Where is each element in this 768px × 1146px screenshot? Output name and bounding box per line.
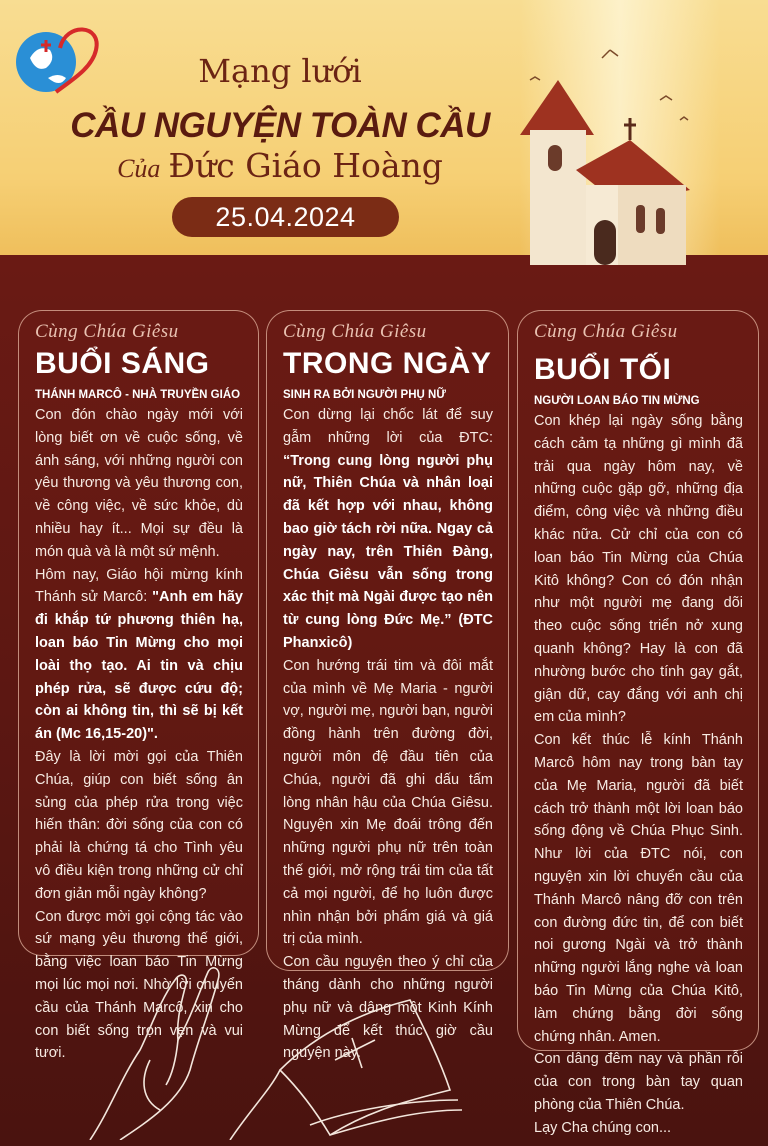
card-subtitle: SINH RA BỞI NGƯỜI PHỤ NỮ xyxy=(283,389,446,401)
card-script-title: Cùng Chúa Giêsu xyxy=(35,321,179,342)
quote-text: "Anh em hãy đi khắp tứ phương thiên hạ, loan báo Tin Mừng cho mọi loài thọ tạo. Ai tin và chịu phép rửa, sẽ được cứu độ; còn ai không tin, thì sẽ bị kết án (Mc 16,15-20)". xyxy=(35,589,243,743)
card-paragraph xyxy=(35,746,243,906)
card-paragraph xyxy=(534,729,743,1048)
card-paragraph xyxy=(35,564,243,746)
paragraph-text: Con dừng lại chốc lát để suy gẫm những lời của ĐTC: xyxy=(283,407,493,446)
card-paragraph xyxy=(534,1048,743,1116)
card-paragraph xyxy=(534,410,743,729)
title-line-2: CẦU NGUYỆN TOÀN CẦU xyxy=(70,106,490,145)
praying-hands-and-bible-icon xyxy=(80,960,480,1140)
title-prefix: Của xyxy=(117,154,161,183)
card-script-title: Cùng Chúa Giêsu xyxy=(283,321,427,342)
quote-text: “Trong cung lòng người phụ nữ, Thiên Chúa và nhân loại đã kết hợp với nhau, không bao giờ tách rời nữa. Ngay cả ngày nay, trên Thiên Đàng, Chúa Giêsu vẫn sống trong xác thịt mà Ngài được tạo nên từ cung lòng Đức Mẹ.” (ĐTC Phanxicô) xyxy=(283,452,493,651)
paragraph-text: Con hướng trái tim và đôi mắt của mình về Mẹ Maria - người vợ, người mẹ, người bạn, người đồng hành trên đường đời, người môn đệ đầu tiên của Chúa, người đã ghi dấu tấm lòng nhân hậu của Chúa Giêsu. Nguyện xin Mẹ đoái trông đến những người phụ nữ trên toàn thế giới, mở rộng trái tim của tất cả mọi người, để họ luôn được nhìn nhận bởi phẩm giá và giá trị của mình. xyxy=(283,657,493,948)
date-badge: 25.04.2024 xyxy=(172,197,399,237)
card-subtitle: THÁNH MARCÔ - NHÀ TRUYỀN GIÁO xyxy=(35,389,241,401)
paragraph-text: Hôm nay, Giáo hội mừng kính Thánh sử Marcô: xyxy=(35,566,243,606)
card-script-title: Cùng Chúa Giêsu xyxy=(534,321,678,342)
title-pope: Đức Giáo Hoàng xyxy=(168,146,443,185)
title-line-1: Mạng lưới xyxy=(198,52,362,90)
card-daytime xyxy=(266,310,509,1062)
card-paragraph xyxy=(283,404,493,655)
paragraph-text: Lạy Cha chúng con... xyxy=(534,1119,672,1136)
paragraph-text: Con khép lại ngày sống bằng cách cảm tạ những gì mình đã trải qua ngày hôm nay, về những cuộc gặp gỡ, những địa điểm, công việc và những điều khác nữa. Cử chỉ của con có loan báo Tin Mừng của Chúa Kitô không? Con có đón nhận như một người mẹ đang dõi theo cuộc sống triển nở xung quanh không? Hay là con đã nhường bước cho tính gay gắt, giận dữ, cay đắng với anh chị em của mình? xyxy=(534,413,743,726)
paragraph-text: Con được mời gọi cộng tác vào sứ mạng yêu thương thế giới, bằng việc loan báo Tin Mừng mọi lúc mọi nơi. Nhờ lời chuyển cầu của Thánh Marcô, xin cho con biết sống trọn vẹn và vui tươi. xyxy=(35,908,243,1062)
card-body xyxy=(534,410,743,1140)
card-paragraph xyxy=(283,655,493,951)
card-heading: BUỔI SÁNG xyxy=(35,347,210,380)
title-line-3 xyxy=(0,146,560,185)
card-paragraph xyxy=(534,1117,743,1140)
paragraph-text: Con dâng đêm nay và phần rỗi của con trong bàn tay quan phòng của Thiên Chúa. xyxy=(534,1051,743,1113)
paragraph-text: Con đón chào ngày mới với lòng biết ơn về cuộc sống, về ánh sáng, với những người con yêu thương và yêu thương con, về công việc, về sức khỏe, dù nhiều hay ít... Mọi sự đều là món quà và là một sứ mệnh. xyxy=(35,407,243,560)
card-heading: TRONG NGÀY xyxy=(283,347,492,380)
card-paragraph xyxy=(35,404,243,564)
card-heading: BUỔI TỐI xyxy=(534,353,672,386)
paragraph-text: Đây là lời mời gọi của Thiên Chúa, giúp con biết sống ân sủng của phép rửa trong việc hiến thân: đời sống của con có phải là chứng tá cho Tình yêu vô điều kiện trong những cử chỉ đơn giản mỗi ngày không? xyxy=(35,748,243,902)
church-illustration-icon xyxy=(510,40,710,265)
paragraph-text: Con cầu nguyện theo ý chỉ của tháng dành cho những người phụ nữ và dâng một Kinh Kính Mừng để kết thúc giờ cầu nguyện này. xyxy=(283,954,493,1062)
card-morning xyxy=(18,310,259,1062)
card-subtitle: NGƯỜI LOAN BÁO TIN MỪNG xyxy=(534,395,700,407)
paragraph-text: Con kết thúc lễ kính Thánh Marcô hôm nay trong bàn tay của Mẹ Maria, người đã biết cách trở thành một lời loan báo sống động về Chúa Phục Sinh. Như lời của ĐTC nói, con nguyện xin lời chuyển cầu của Thánh Marcô nâng đỡ con trên con đường đức tin, để con biết noi gương Ngài và trở thành những người lắng nghe và loan báo Tin Mừng của Chúa Kitô, làm chứng bằng đời sống chứng nhân. Amen. xyxy=(534,732,743,1045)
card-evening xyxy=(517,310,759,1136)
